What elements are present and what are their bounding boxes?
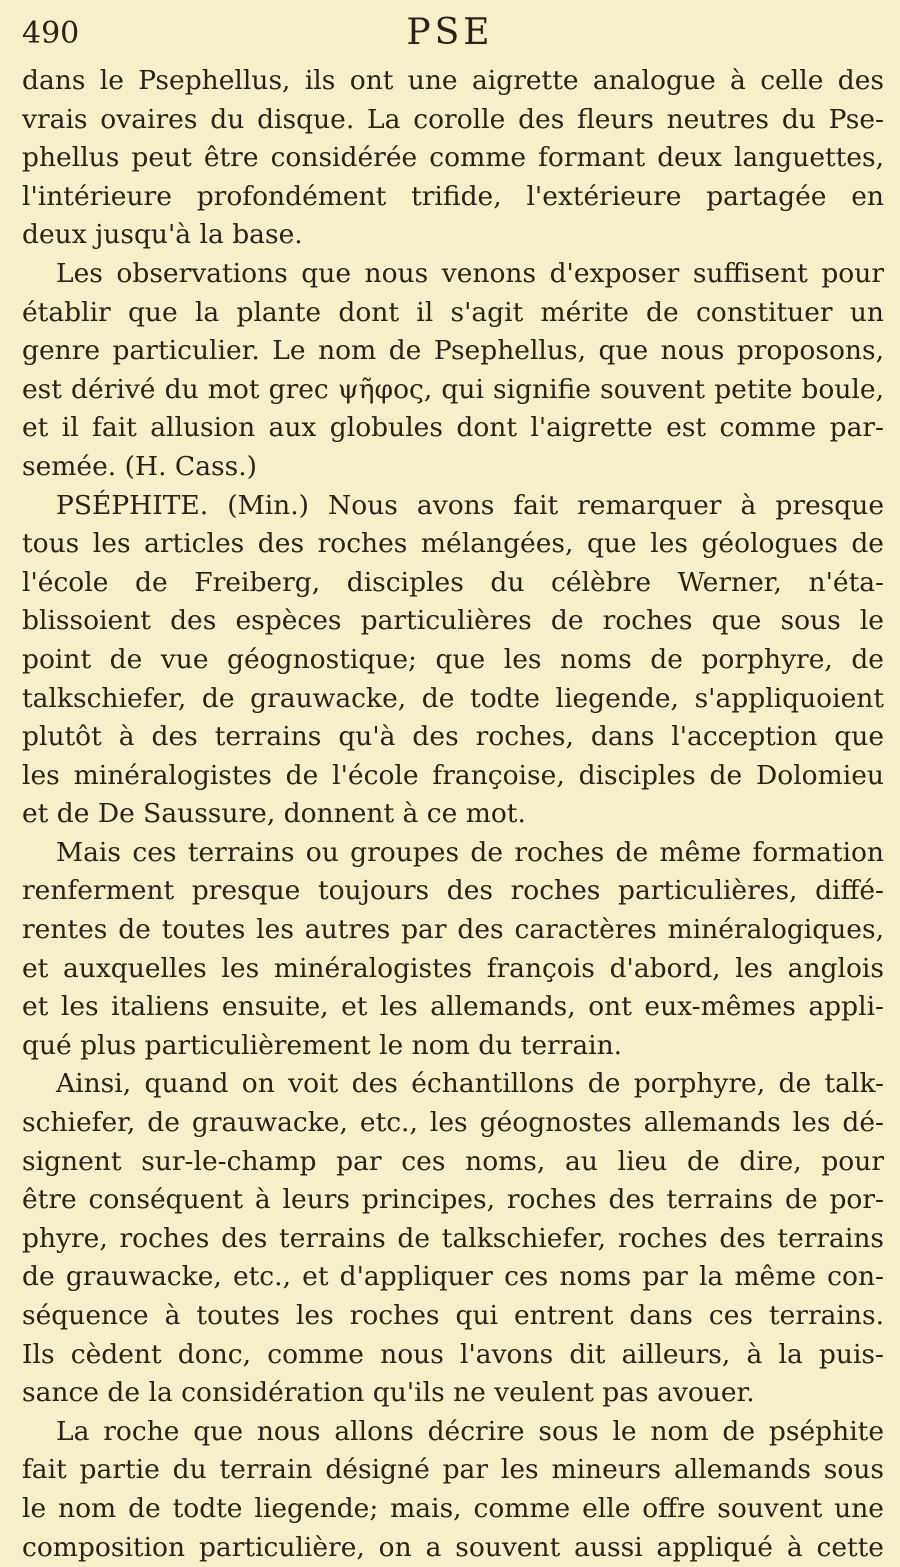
page-number: 490	[22, 16, 80, 51]
text-line: et de De Saussure, donnent à ce mot.	[22, 798, 526, 830]
text-line: fait partie du terrain désigné par les mineurs allemands sous	[22, 1454, 884, 1486]
text-line: l'intérieure profondément trifide, l'extérieure partagée en	[22, 180, 884, 212]
text-line: tous les articles des roches mélangées, que les géologues de	[22, 528, 884, 560]
text-line: Mais ces terrains ou groupes de roches de même formation	[56, 836, 884, 868]
text-line: signent sur-le-champ par ces noms, au lieu de dire, pour	[22, 1145, 884, 1177]
text-line: plutôt à des terrains qu'à des roches, dans l'acception que	[22, 721, 884, 753]
text-line: sance de la considération qu'ils ne veulent pas avouer.	[22, 1377, 755, 1409]
text-line: La roche que nous allons décrire sous le nom de pséphite	[56, 1415, 884, 1447]
text-line: blissoient des espèces particulières de roches que sous le	[22, 605, 884, 637]
text-line: deux jusqu'à la base.	[22, 219, 303, 251]
text-line: dans le Psephellus, ils ont une aigrette analogue à celle des	[22, 65, 884, 96]
text-line: phyre, roches des terrains de talkschiefer, roches des terrains	[22, 1222, 884, 1254]
text-line: les minéralogistes de l'école françoise, disciples de Dolomieu	[22, 759, 884, 791]
body-text	[22, 62, 884, 1567]
text-line: talkschiefer, de grauwacke, de todte liegende, s'appliquoient	[22, 682, 884, 714]
text-line: Ainsi, quand on voit des échantillons de porphyre, de talk-	[56, 1068, 884, 1100]
text-line: composition particulière, on a souvent aussi appliqué à cette	[22, 1531, 884, 1563]
text-line: semée. (H. Cass.)	[22, 450, 257, 482]
text-line: schiefer, de grauwacke, etc., les géognostes allemands les dé-	[22, 1107, 884, 1139]
text-line: PSÉPHITE. (Min.) Nous avons fait remarquer à presque	[56, 489, 884, 521]
text-line: point de vue géognostique; que les noms de porphyre, de	[22, 643, 884, 675]
text-line: et les italiens ensuite, et les allemands, ont eux-mêmes appli-	[22, 991, 884, 1023]
running-head: PSE	[406, 12, 494, 53]
text-line: de grauwacke, etc., et d'appliquer ces noms par la même con-	[22, 1261, 884, 1293]
text-line: qué plus particulièrement le nom du terrain.	[22, 1029, 623, 1061]
text-line: séquence à toutes les roches qui entrent dans ces terrains.	[22, 1300, 884, 1331]
text-line: le nom de todte liegende; mais, comme elle offre souvent une	[22, 1492, 884, 1524]
text-line: être conséquent à leurs principes, roches des terrains de por-	[22, 1184, 884, 1216]
text-line: l'école de Freiberg, disciples du célèbre Werner, n'éta-	[22, 566, 884, 598]
text-line: genre particulier. Le nom de Psephellus, que nous proposons,	[22, 335, 884, 367]
text-line: et auxquelles les minéralogistes françois d'abord, les anglois	[22, 952, 884, 984]
text-line: vrais ovaires du disque. La corolle des fleurs neutres du Pse-	[22, 103, 884, 135]
text-line: et il fait allusion aux globules dont l'aigrette est comme par-	[22, 412, 884, 444]
page-header	[22, 8, 878, 58]
text-line: renferment presque toujours des roches particulières, diffé-	[22, 875, 884, 907]
text-line: phellus peut être considérée comme formant deux languettes,	[22, 142, 884, 174]
text-line: établir que la plante dont il s'agit mérite de constituer un	[22, 296, 884, 328]
text-line: Ils cèdent donc, comme nous l'avons dit ailleurs, à la puis-	[22, 1338, 884, 1370]
text-line: Les observations que nous venons d'exposer suffisent pour	[56, 257, 884, 289]
text-line: rentes de toutes les autres par des caractères minéralogiques,	[22, 914, 884, 946]
text-line: est dérivé du mot grec ψῆφος, qui signifie souvent petite boule,	[22, 373, 884, 405]
